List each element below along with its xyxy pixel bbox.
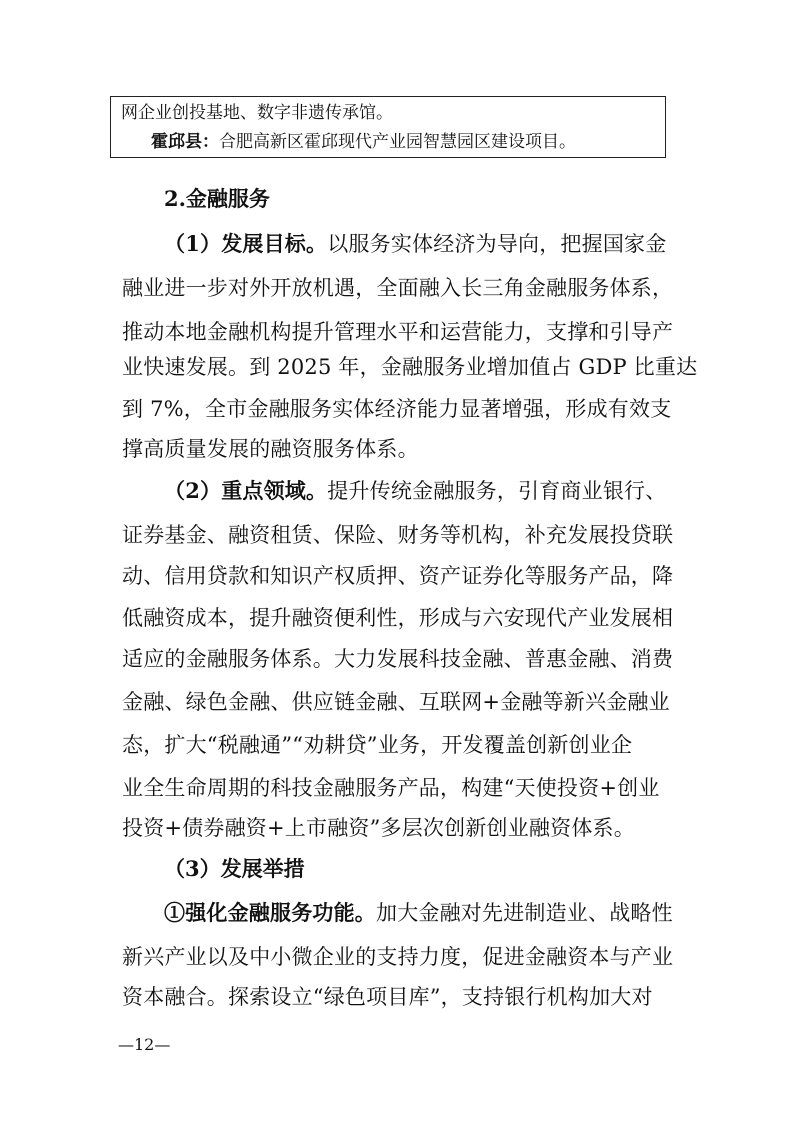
p4-line: 资本融合。探索设立“绿色项目库”，支持银行机构加大对	[122, 985, 653, 1009]
p1-line: 融业进一步对外开放机遇，全面融入长三角金融服务体系，	[122, 276, 674, 300]
p2-line: 证券基金、融资租赁、保险、财务等机构，补充发展投贷联	[122, 523, 674, 547]
p2-line: 业全生命周期的科技金融服务产品，构建“天使投资+创业	[122, 776, 660, 800]
page-number: —12—	[118, 1035, 171, 1054]
p1-line: 到 7%，全市金融服务实体经济能力显著增强，形成有效支	[122, 397, 672, 421]
p1-first-text: 以服务实体经济为导向，把握国家金	[327, 232, 667, 256]
box-line-1: 网企业创投基地、数字非遗传承馆。	[121, 103, 393, 123]
p4-first-line	[164, 900, 673, 926]
p2-first-line	[164, 478, 666, 504]
p4-label: ①强化金融服务功能。	[164, 900, 376, 925]
p1-line: 撑高质量发展的融资服务体系。	[122, 437, 419, 461]
p2-line: 投资+债券融资+上市融资”多层次创新创业融资体系。	[122, 816, 635, 840]
box-line-2-text: 合肥高新区霍邱现代产业园智慧园区建设项目。	[219, 132, 576, 152]
p2-first-text: 提升传统金融服务，引育商业银行、	[327, 479, 667, 503]
p2-line: 动、信用贷款和知识产权质押、资产证券化等服务产品，降	[122, 564, 674, 588]
p3-heading: （3）发展举措	[164, 856, 305, 881]
p2-label: （2）重点领域。	[164, 478, 328, 503]
p1-line: 业快速发展。到 2025 年，金融服务业增加值占 GDP 比重达	[122, 355, 698, 379]
box-line-2-label: 霍邱县：	[151, 132, 219, 152]
p2-line: 适应的金融服务体系。大力发展科技金融、普惠金融、消费	[122, 647, 674, 671]
p1-line: 推动本地金融机构提升管理水平和运营能力，支撑和引导产	[122, 320, 674, 344]
callout-box	[110, 96, 666, 158]
p1-label: （1）发展目标。	[164, 231, 328, 256]
p4-line: 新兴产业以及中小微企业的支持力度，促进金融资本与产业	[122, 945, 674, 969]
box-line-2	[151, 132, 576, 152]
p4-first-text: 加大金融对先进制造业、战略性	[376, 901, 673, 925]
p2-line: 低融资成本，提升融资便利性，形成与六安现代产业发展相	[122, 606, 674, 630]
p2-line: 金融、绿色金融、供应链金融、互联网+金融等新兴金融业	[122, 690, 670, 714]
p2-line: 态，扩大“税融通”“劝耕贷”业务，开发覆盖创新创业企	[122, 733, 633, 757]
p1-first-line	[164, 231, 666, 257]
section-heading: 2.金融服务	[164, 186, 270, 211]
